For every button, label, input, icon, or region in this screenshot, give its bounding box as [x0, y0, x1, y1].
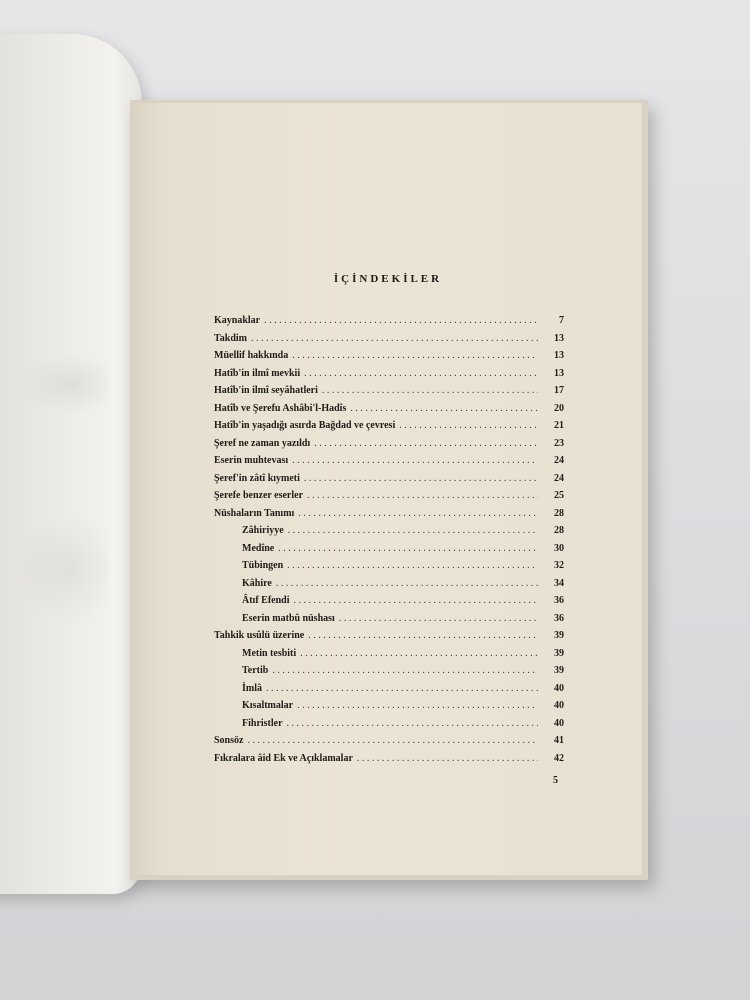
toc-entry-label: Eserin matbû nüshası	[242, 612, 335, 624]
toc-entry-label: Kısaltmalar	[242, 700, 294, 711]
show-through-text	[18, 354, 108, 414]
dot-leader	[287, 560, 538, 571]
toc-entry-page: 24	[554, 455, 564, 466]
toc-entry	[214, 595, 564, 613]
dot-leader	[276, 578, 538, 589]
toc-entry	[214, 315, 564, 333]
toc-entry-label: Nüshaların Tanımı	[214, 507, 295, 519]
toc-entry-label: Metin tesbiti	[242, 647, 297, 659]
page-title: İÇİNDEKİLER	[333, 273, 443, 285]
toc-entry	[214, 508, 564, 526]
toc-entry-page: 39	[554, 630, 564, 641]
toc-entry-page: 30	[554, 542, 564, 554]
toc-entry-page: 21	[554, 420, 564, 431]
toc-entry-page: 32	[554, 560, 564, 571]
toc-entry-page: 39	[554, 647, 564, 659]
toc-entry	[214, 438, 564, 456]
dot-leader	[294, 595, 539, 606]
dot-leader	[357, 753, 538, 764]
dot-leader	[350, 403, 538, 414]
toc-entry	[214, 350, 564, 368]
page-number: 5	[553, 775, 558, 786]
toc-entry-label: Fıkralara âid Ek ve Açıklamalar	[214, 752, 353, 764]
toc-entry-label: Medîne	[242, 542, 275, 554]
table-of-contents	[214, 315, 564, 770]
toc-entry-page: 40	[554, 717, 564, 729]
dot-leader	[272, 665, 538, 676]
toc-entry	[214, 368, 564, 386]
dot-leader	[298, 508, 538, 519]
toc-entry-page: 23	[554, 437, 564, 449]
toc-entry	[214, 403, 564, 421]
toc-entry	[214, 718, 564, 736]
dot-leader	[300, 648, 538, 659]
toc-entry	[214, 490, 564, 508]
toc-entry-page: 20	[554, 402, 564, 414]
toc-entry-page: 28	[554, 525, 564, 536]
toc-entry	[214, 613, 564, 631]
toc-entry-page: 40	[554, 700, 564, 711]
toc-entry-label: Eserin muhtevası	[214, 455, 289, 466]
toc-entry-label: Hatîb'in ilmî mevkii	[214, 367, 301, 379]
dot-leader	[399, 420, 538, 431]
toc-entry-label: Zâhiriyye	[242, 525, 284, 536]
dot-leader	[304, 473, 538, 484]
toc-entry-page: 24	[554, 472, 564, 484]
toc-entry-page: 7	[559, 315, 564, 326]
toc-entry-label: Fihristler	[242, 717, 283, 729]
dot-leader	[297, 700, 538, 711]
facing-page	[0, 34, 142, 894]
toc-entry-label: Tertib	[242, 665, 269, 676]
toc-entry-page: 34	[554, 577, 564, 589]
toc-entry	[214, 700, 564, 718]
dot-leader	[292, 455, 538, 466]
toc-entry	[214, 473, 564, 491]
dot-leader	[322, 385, 538, 396]
toc-entry-page: 36	[554, 612, 564, 624]
toc-entry	[214, 578, 564, 596]
toc-entry	[214, 665, 564, 683]
toc-entry-label: Sonsöz	[214, 735, 244, 746]
toc-entry	[214, 648, 564, 666]
dot-leader	[307, 490, 538, 501]
dot-leader	[292, 350, 538, 361]
toc-entry-label: Şeref'in zâtî kıymeti	[214, 472, 300, 484]
toc-entry-page: 13	[554, 332, 564, 344]
toc-entry	[214, 683, 564, 701]
dot-leader	[264, 315, 538, 326]
toc-entry-label: Âtıf Efendi	[242, 595, 290, 606]
show-through-text-lower	[8, 514, 108, 624]
dot-leader	[266, 683, 538, 694]
toc-entry	[214, 420, 564, 438]
dot-leader	[304, 368, 538, 379]
toc-entry-page: 25	[554, 490, 564, 501]
toc-entry-page: 40	[554, 682, 564, 694]
toc-entry	[214, 525, 564, 543]
toc-entry-page: 41	[554, 735, 564, 746]
toc-entry	[214, 333, 564, 351]
toc-entry-page: 36	[554, 595, 564, 606]
dot-leader	[247, 735, 538, 746]
toc-entry-page: 13	[554, 350, 564, 361]
toc-entry-label: Takdim	[214, 332, 247, 344]
toc-entry-label: İmlâ	[242, 682, 262, 694]
toc-entry	[214, 735, 564, 753]
dot-leader	[251, 333, 538, 344]
toc-entry-label: Müellif hakkında	[214, 350, 289, 361]
toc-entry-label: Hatîb'in ilmî seyâhatleri	[214, 385, 318, 396]
dot-leader	[339, 613, 538, 624]
toc-entry-label: Şeref ne zaman yazıldı	[214, 437, 311, 449]
toc-entry	[214, 630, 564, 648]
toc-entry	[214, 385, 564, 403]
contents-page	[134, 103, 642, 875]
dot-leader	[308, 630, 538, 641]
dot-leader	[314, 438, 538, 449]
toc-entry-label: Şerefe benzer eserler	[214, 490, 304, 501]
toc-entry	[214, 455, 564, 473]
dot-leader	[287, 718, 538, 729]
toc-entry-page: 28	[554, 507, 564, 519]
toc-entry-page: 17	[554, 385, 564, 396]
toc-entry	[214, 560, 564, 578]
toc-entry-page: 39	[554, 665, 564, 676]
toc-entry-page: 13	[554, 367, 564, 379]
toc-entry-label: Kâhire	[242, 577, 272, 589]
toc-entry-label: Kaynaklar	[214, 315, 261, 326]
toc-entry-label: Tahkik usûlü üzerine	[214, 630, 305, 641]
toc-entry-label: Tübingen	[242, 560, 284, 571]
toc-entry-label: Hatîb'in yaşadığı asırda Bağdad ve çevresi	[214, 420, 396, 431]
dot-leader	[288, 525, 538, 536]
toc-entry-label: Hatîb ve Şerefu Ashâbi'l-Hadîs	[214, 402, 347, 414]
dot-leader	[278, 543, 538, 554]
toc-entry	[214, 543, 564, 561]
toc-entry-page: 42	[554, 752, 564, 764]
toc-entry	[214, 753, 564, 771]
